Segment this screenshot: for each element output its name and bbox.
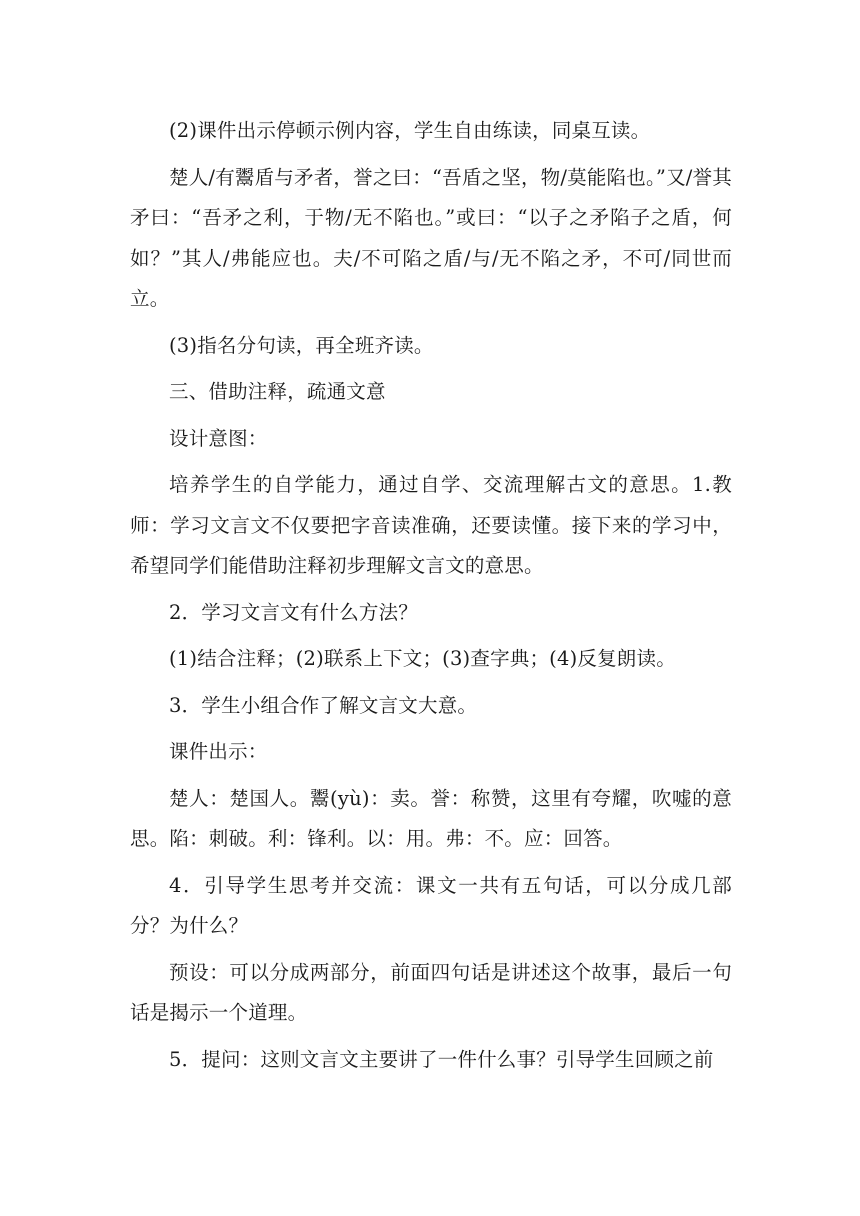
paragraph-preset-answer: 预设：可以分成两部分，前面四句话是讲述这个故事，最后一句话是揭示一个道理。	[130, 960, 732, 1024]
paragraph-design-intent: 培养学生的自学能力，通过自学、交流理解古文的意思。1.教师：学习文言文不仅要把字音读准确，还要读懂。接下来的学习中，希望同学们能借助注释初步理解文言文的意思。	[130, 473, 732, 577]
paragraph-pause-practice: (2)课件出示停顿示例内容，学生自由练读，同桌互读。	[169, 119, 651, 142]
paragraph-methods: (1)结合注释；(2)联系上下文；(3)查字典；(4)反复朗读。	[169, 647, 676, 670]
paragraph-annotations: 楚人：楚国人。鬻(yù)：卖。誉：称赞，这里有夸耀，吹嘘的意思。陷：刺破。利：锋利。以：用。弗：不。应：回答。	[130, 786, 732, 850]
paragraph-discussion: 4．引导学生思考并交流：课文一共有五句话，可以分成几部分？为什么？	[130, 873, 732, 937]
courseware-label: 课件出示：	[169, 740, 268, 763]
paragraph-group-work: 3．学生小组合作了解文言文大意。	[169, 693, 478, 717]
paragraph-classical-text: 楚人/有鬻盾与矛者，誉之曰：“吾盾之坚，物/莫能陷也。”又/誉其矛曰：“吾矛之利，于物/无不陷也。”或曰：“以子之矛陷子之盾，何如？”其人/弗能应也。夫/不可陷之盾/与/无不陷之矛，不可/同世而立。	[130, 165, 732, 310]
paragraph-method-question: 2．学习文言文有什么方法？	[169, 600, 419, 624]
paragraph-question: 5．提问：这则文言文主要讲了一件什么事？引导学生回顾之前	[169, 1047, 714, 1071]
document-body	[130, 111, 732, 1086]
design-intent-label: 设计意图：	[169, 426, 268, 450]
section-heading: 三、借助注释，疏通文意	[169, 380, 386, 403]
paragraph-sentence-reading: (3)指名分句读，再全班齐读。	[169, 333, 434, 357]
